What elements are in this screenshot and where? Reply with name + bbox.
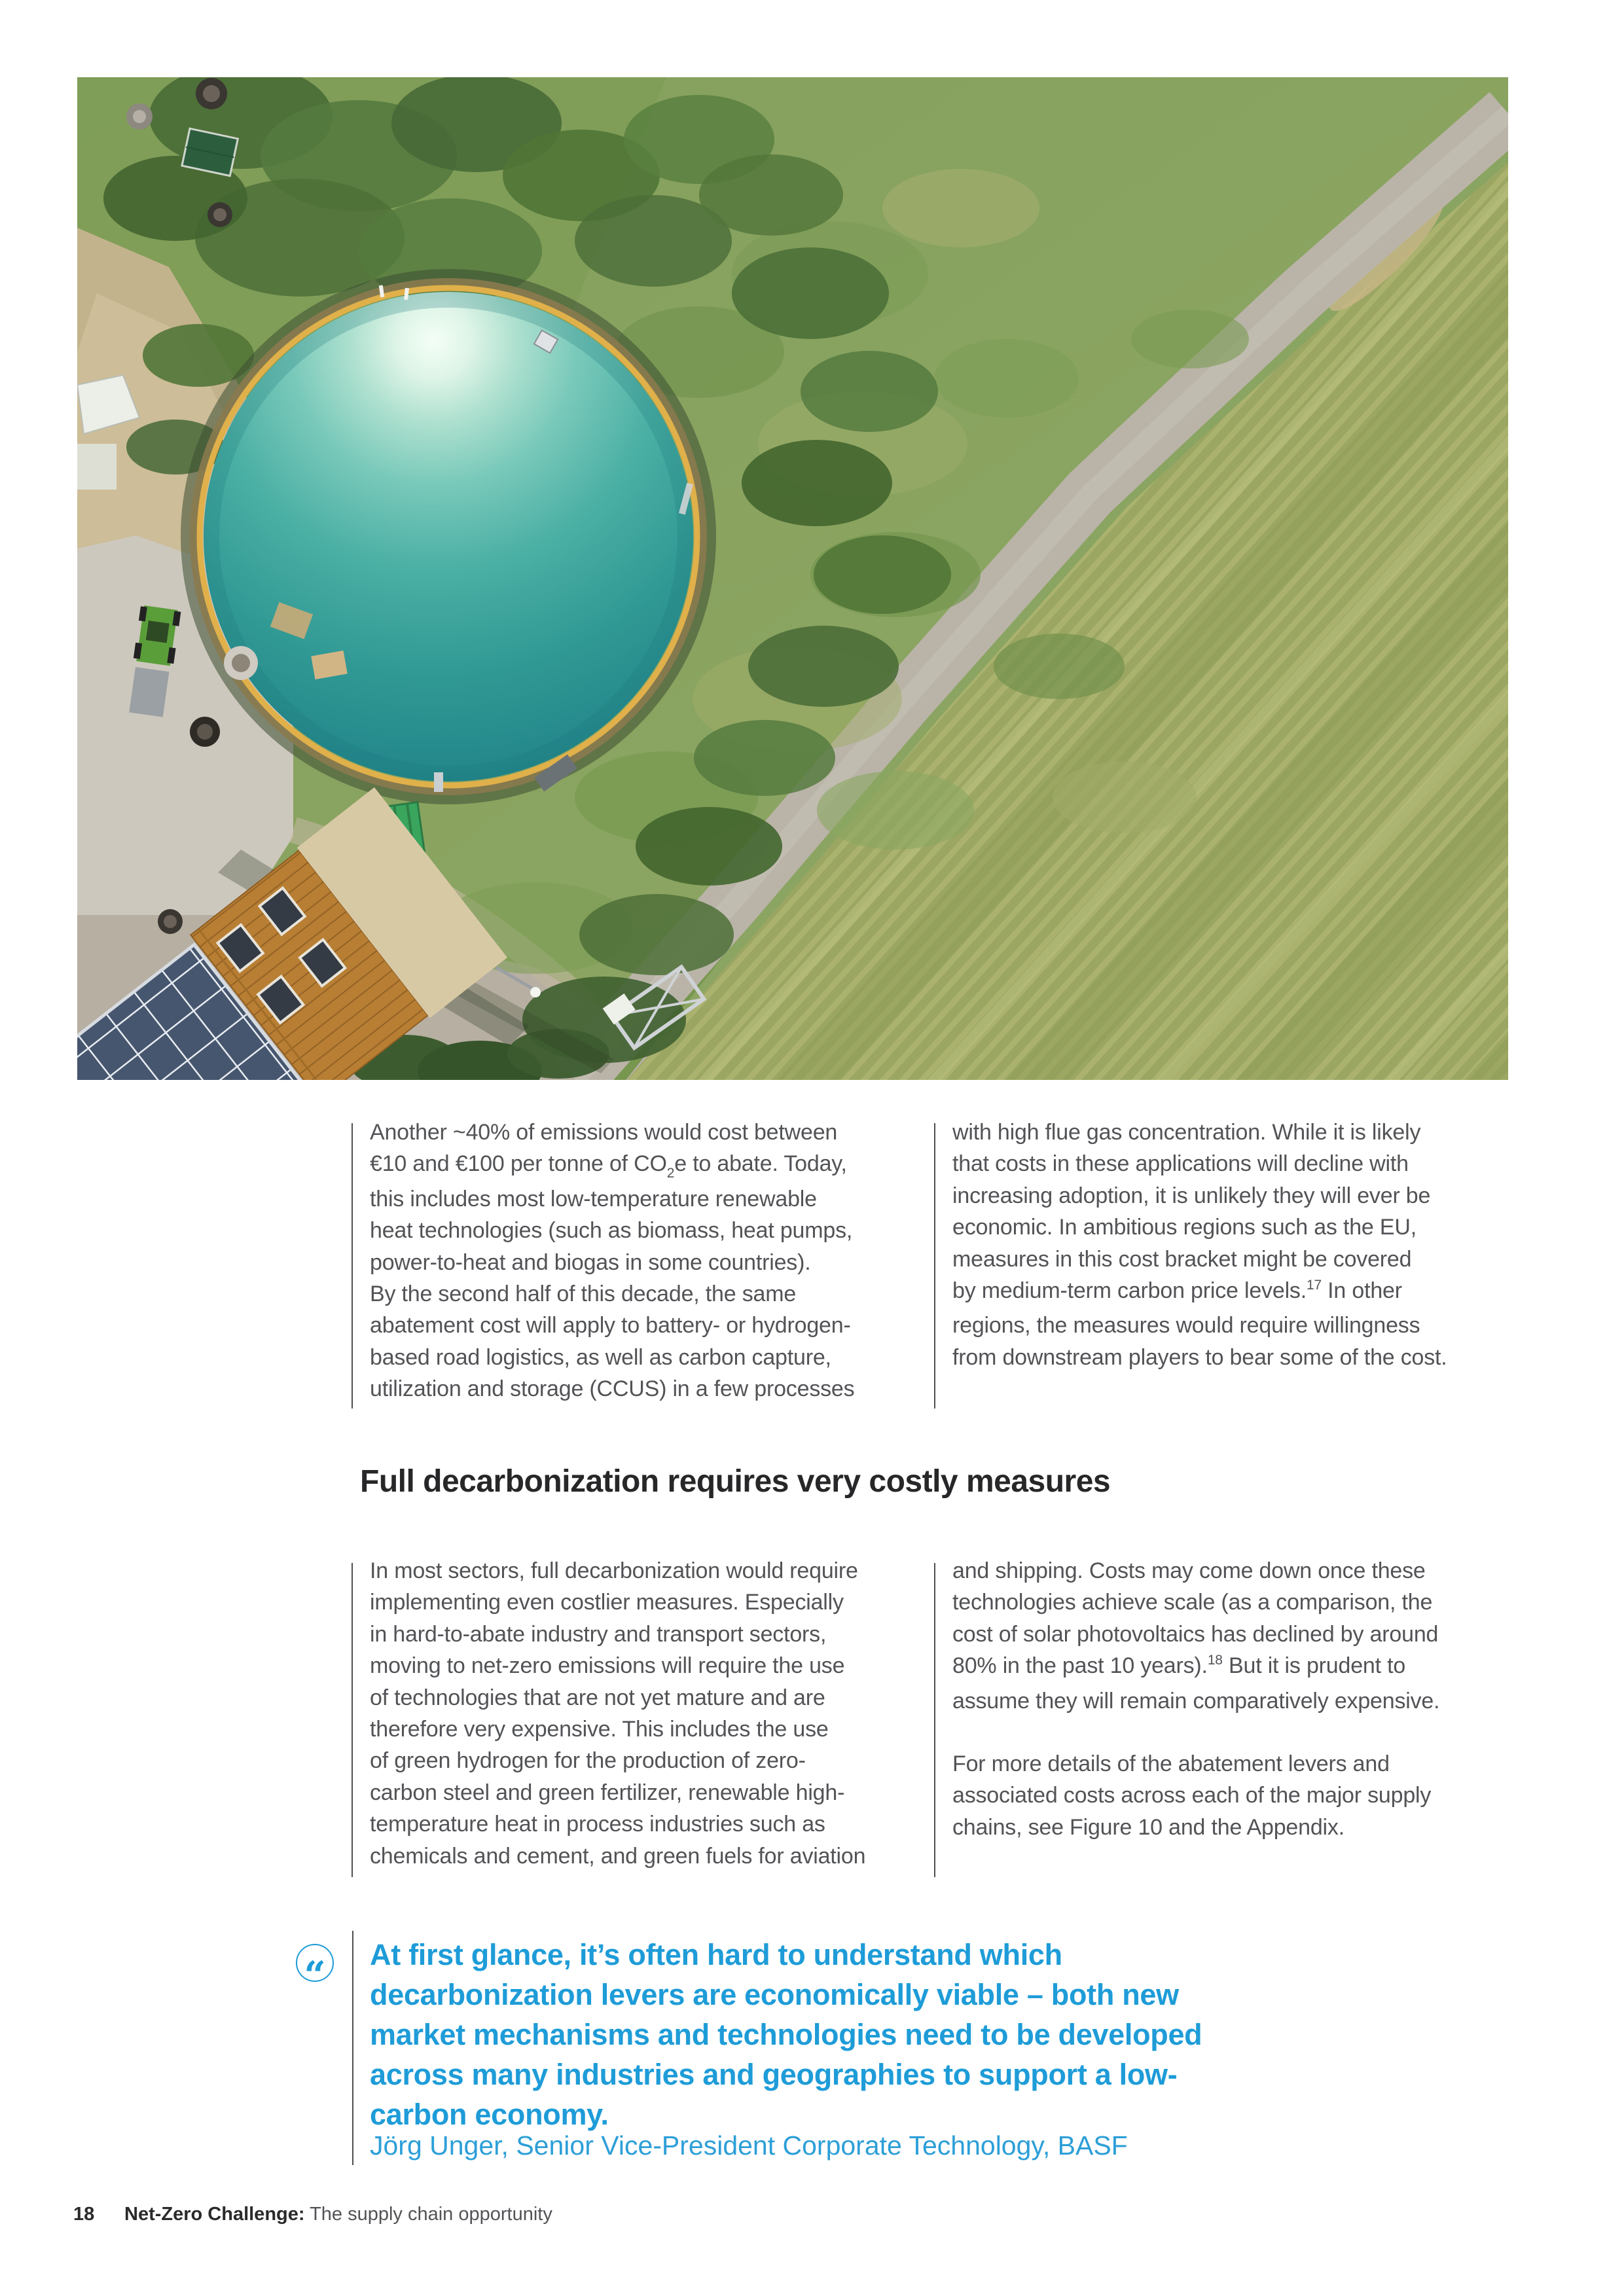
body-line: that costs in these applications will decline with: [952, 1151, 1409, 1177]
quote-line: across many industries and geographies to support a low-: [370, 2058, 1178, 2091]
body-line: regions, the measures would require willingness: [952, 1313, 1420, 1338]
footnote-ref: 18: [1207, 1653, 1223, 1668]
quote-line: At first glance, it’s often hard to understand which: [370, 1938, 1062, 1971]
body-line: Another ~40% of emissions would cost between: [370, 1120, 838, 1145]
footer-title-bold: Net-Zero Challenge:: [124, 2204, 305, 2225]
body-column-2: [952, 1117, 1447, 1373]
body-line: 80% in the past 10 years).$^{18}$ But it is prudent to: [952, 1653, 1406, 1679]
body-line: from downstream players to bear some of the cost.: [952, 1344, 1447, 1370]
body-line: temperature heat in process industries such as: [370, 1812, 825, 1837]
body-line: heat technologies (such as biomass, heat pumps,: [370, 1218, 853, 1244]
body-line: based road logistics, as well as carbon capture,: [370, 1344, 831, 1370]
body-line: power-to-heat and biogas in some countries).: [370, 1249, 811, 1275]
body-line: in hard-to-abate industry and transport sectors,: [370, 1621, 827, 1647]
body-line: utilization and storage (CCUS) in a few processes: [370, 1376, 855, 1402]
body-line: this includes most low-temperature renewable: [370, 1186, 817, 1211]
quote-icon: “: [296, 1944, 334, 1982]
body-line: moving to net-zero emissions will require the use: [370, 1653, 845, 1679]
quote-attribution: Jörg Unger, Senior Vice-President Corporate Technology, BASF: [370, 2130, 1128, 2161]
body-line: increasing adoption, it is unlikely they will ever be: [952, 1183, 1431, 1208]
biogas-dome: [189, 278, 708, 796]
pull-quote: [370, 1935, 1202, 2134]
body-line: chemicals and cement, and green fuels for aviation: [370, 1843, 866, 1869]
body-line: In most sectors, full decarbonization would require: [370, 1558, 858, 1583]
body-line: chains, see Figure 10 and the Appendix.: [952, 1814, 1344, 1840]
footer-title-rest: The supply chain opportunity: [304, 2204, 552, 2225]
body-line: associated costs across each of the major supply: [952, 1783, 1432, 1808]
quote-line: market mechanisms and technologies need to be developed: [370, 2018, 1202, 2051]
body-line: €10 and €100 per tonne of $CO_2e$ to abate. Today,: [370, 1151, 847, 1181]
body-line: For more details of the abatement levers and: [952, 1751, 1390, 1777]
body-line: with high flue gas concentration. While it is likely: [952, 1120, 1421, 1145]
body-line: of technologies that are not yet mature and are: [370, 1685, 825, 1710]
body-line: assume they will remain comparatively expensive.: [952, 1688, 1440, 1713]
footnote-ref: 17: [1306, 1278, 1322, 1293]
page-number: 18: [73, 2204, 95, 2225]
quote-line: carbon economy.: [370, 2098, 609, 2131]
body-line: implementing even costlier measures. Especially: [370, 1590, 844, 1615]
column-rule: [352, 1123, 353, 1408]
aerial-photo-biogas-plant: [77, 77, 1508, 1080]
body-column-4: [952, 1555, 1439, 1843]
aerial-photo-illustration: [77, 77, 1508, 1080]
column-rule: [934, 1563, 935, 1877]
section-heading: Full decarbonization requires very costly measures: [360, 1464, 1111, 1499]
body-line: technologies achieve scale (as a comparison, the: [952, 1590, 1433, 1615]
body-line: cost of solar photovoltaics has declined by around: [952, 1621, 1439, 1647]
body-line: carbon steel and green fertilizer, renewable high-: [370, 1780, 845, 1805]
body-column-1: [370, 1117, 854, 1405]
body-line: and shipping. Costs may come down once these: [952, 1558, 1426, 1583]
body-line: By the second half of this decade, the same: [370, 1282, 797, 1307]
body-line: abatement cost will apply to battery- or hydrogen-: [370, 1313, 851, 1338]
body-column-3: [370, 1555, 865, 1872]
quote-rule: [352, 1931, 353, 2165]
body-line: economic. In ambitious regions such as the EU,: [952, 1215, 1416, 1240]
subscript: 2: [666, 1166, 675, 1181]
column-rule: [934, 1123, 935, 1408]
quote-line: decarbonization levers are economically viable – both new: [370, 1978, 1179, 2011]
footer-title: [124, 2201, 552, 2227]
body-line: therefore very expensive. This includes the use: [370, 1717, 829, 1742]
body-line: by medium-term carbon price levels.$^{17}$ In other: [952, 1278, 1402, 1304]
column-rule: [352, 1563, 353, 1877]
body-line: measures in this cost bracket might be covered: [952, 1246, 1412, 1272]
body-line: of green hydrogen for the production of zero-: [370, 1748, 806, 1774]
